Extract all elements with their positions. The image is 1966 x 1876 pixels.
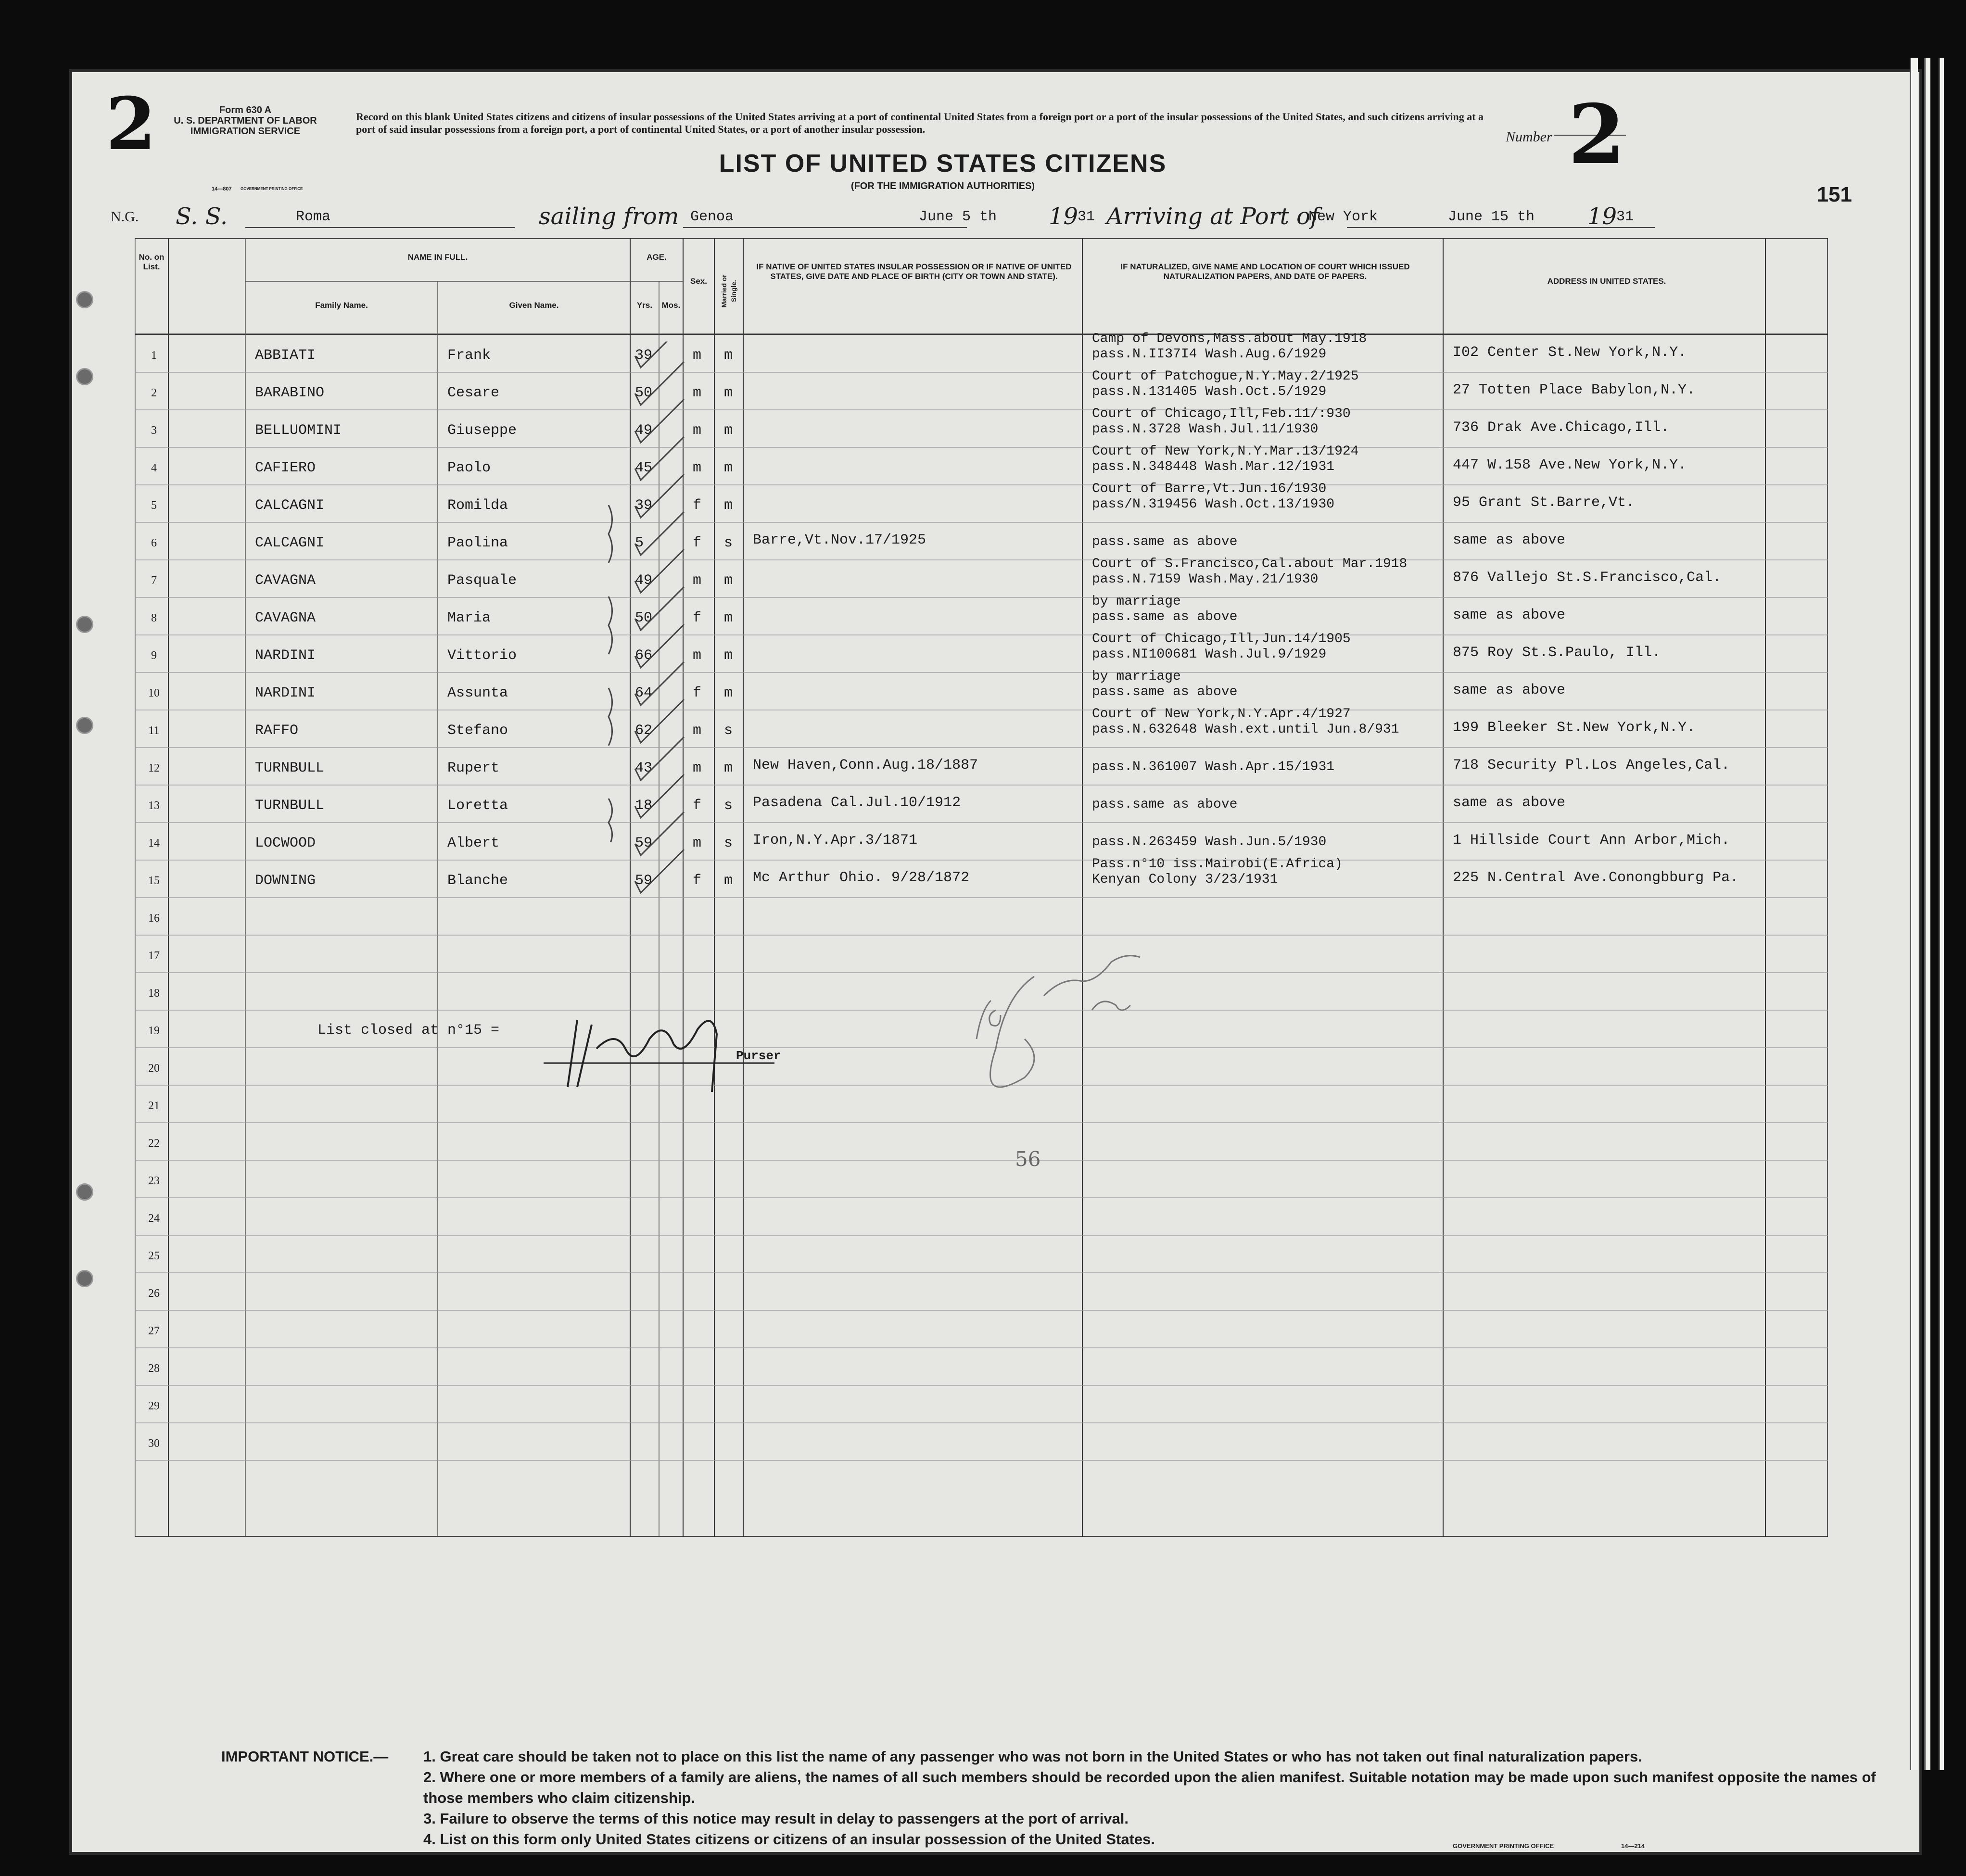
col-header-no: No. on List. [139, 253, 165, 271]
sheet-number: 151 [1816, 183, 1852, 206]
notice-item-2: 2. Where one or more members of a family are aliens, the names of all such members should be recorded upon the alien manifest. Suitable notation may be made upon such manifest opposite the names of those members who claim citizenship. [423, 1769, 1876, 1806]
sex: f [693, 610, 702, 626]
row-number: 1 [151, 349, 157, 362]
row-number: 9 [151, 649, 157, 662]
row-number: 6 [151, 537, 157, 549]
marital-status: s [724, 723, 733, 739]
naturalization-papers: pass.N.361007 Wash.Apr.15/1931 [1092, 760, 1335, 774]
table-row [135, 632, 1828, 672]
birth-place-date: Barre,Vt.Nov.17/1925 [753, 532, 926, 548]
given-name: Giuseppe [447, 422, 517, 439]
naturalization-papers: pass.N.7159 Wash.May.21/1930 [1092, 572, 1319, 587]
sex: m [693, 835, 702, 851]
family-braces [604, 505, 623, 842]
us-address: same as above [1453, 682, 1566, 698]
naturalization-papers: pass.N.348448 Wash.Mar.12/1931 [1092, 459, 1335, 474]
marital-status: s [724, 835, 733, 851]
page-edge [1910, 58, 1918, 1770]
age-years: 50 [635, 385, 653, 401]
age-years: 49 [635, 422, 653, 439]
from-underline [683, 227, 967, 228]
line-number: 20 [148, 1062, 160, 1075]
binder-hole [76, 1183, 93, 1201]
us-address: 736 Drak Ave.Chicago,Ill. [1453, 419, 1670, 436]
us-address: 225 N.Central Ave.Conongbburg Pa. [1453, 870, 1739, 886]
naturalization-court: Court of New York,N.Y.Apr.4/1927 [1092, 707, 1351, 722]
row-number: 10 [148, 687, 160, 699]
naturalization-court: Court of Barre,Vt.Jun.16/1930 [1092, 482, 1327, 496]
table-row [135, 748, 1828, 785]
depart-date: June 5 th [919, 209, 997, 225]
col-header-naturalization: IF NATURALIZED, GIVE NAME AND LOCATION OF COURT WHICH ISSUED NATURALIZATION PAPERS, AND DATE OF PAPERS. [1120, 262, 1410, 281]
binder-hole [76, 616, 93, 633]
age-years: 59 [635, 873, 653, 889]
department-name: U. S. DEPARTMENT OF LABOR [174, 115, 317, 126]
row-number: 8 [151, 612, 157, 624]
marital-status: m [724, 385, 733, 401]
sex: m [693, 760, 702, 776]
sex: m [693, 422, 702, 439]
naturalization-papers: pass.N.131405 Wash.Oct.5/1929 [1092, 384, 1327, 399]
ng-prefix: N.G. [111, 209, 139, 225]
col-header-yrs: Yrs. [636, 301, 653, 310]
sex: f [693, 535, 702, 551]
marital-status: m [724, 422, 733, 439]
sex: f [693, 685, 702, 701]
row-number: 5 [151, 499, 157, 512]
table-row [135, 369, 1828, 410]
given-name: Pasquale [447, 572, 517, 589]
notice-item-1: 1. Great care should be taken not to place on this list the name of any passenger who was not born in the United States or who has not taken out final naturalization papers. [423, 1748, 1642, 1765]
family-name: CAVAGNA [255, 610, 316, 626]
given-name: Vittorio [447, 647, 517, 664]
form-label [173, 105, 317, 137]
print-code: 14—807 [212, 186, 232, 192]
naturalization-papers: pass/N.319456 Wash.Oct.13/1930 [1092, 497, 1335, 512]
marital-status: m [724, 460, 733, 476]
family-name: TURNBULL [255, 760, 325, 776]
sex: m [693, 385, 702, 401]
naturalization-court: Court of S.Francisco,Cal.about Mar.1918 [1092, 557, 1408, 571]
table-row [135, 594, 1828, 635]
family-name: BELLUOMINI [255, 422, 342, 439]
age-years: 43 [635, 760, 653, 776]
manifest-table [135, 238, 1828, 1537]
us-address: 876 Vallejo St.S.Francisco,Cal. [1453, 570, 1722, 586]
table-row [135, 823, 1828, 860]
naturalization-papers: pass.NI100681 Wash.Jul.9/1929 [1092, 647, 1327, 662]
form-number: Form 630 A [219, 105, 272, 115]
given-name: Paolo [447, 460, 491, 476]
us-address: 447 W.158 Ave.New York,N.Y. [1453, 457, 1687, 473]
us-address: same as above [1453, 532, 1566, 548]
row-number: 12 [148, 762, 160, 774]
table-row [135, 707, 1828, 748]
marital-status: m [724, 497, 733, 514]
marital-status: m [724, 873, 733, 889]
marital-status: m [724, 610, 733, 626]
naturalization-papers: pass.N.632648 Wash.ext.until Jun.8/931 [1092, 722, 1399, 737]
given-name: Romilda [447, 497, 508, 514]
notice-heading: IMPORTANT NOTICE.— [221, 1748, 389, 1765]
age-years: 39 [635, 347, 653, 364]
col-header-birth: IF NATIVE OF UNITED STATES INSULAR POSSESSION OR IF NATIVE OF UNITED STATES, GIVE DATE AND PLACE OF BIRTH (CITY OR TOWN AND STATE). [756, 262, 1072, 281]
us-address: 199 Bleeker St.New York,N.Y. [1453, 720, 1696, 736]
ship-underline [245, 227, 515, 228]
age-years: 18 [635, 798, 653, 814]
sex: m [693, 723, 702, 739]
notice-items [423, 1746, 1915, 1850]
naturalization-papers: pass.N.263459 Wash.Jun.5/1930 [1092, 835, 1327, 849]
given-name: Blanche [447, 873, 508, 889]
family-name: RAFFO [255, 723, 299, 739]
arrival-year-prefix: 19 [1587, 203, 1617, 230]
printer-note-top: GOVERNMENT PRINTING OFFICE [241, 187, 303, 191]
table-row [135, 406, 1828, 447]
us-address: 718 Security Pl.Los Angeles,Cal. [1453, 757, 1730, 773]
line-number: 17 [148, 950, 160, 962]
col-header-name-in-full: NAME IN FULL. [407, 253, 468, 262]
voyage-line [72, 202, 1919, 231]
family-name: TURNBULL [255, 798, 325, 814]
naturalization-court: Court of Chicago,Ill,Jun.14/1905 [1092, 632, 1351, 646]
marital-status: m [724, 347, 733, 364]
notice-item-3: 3. Failure to observe the terms of this notice may result in delay to passengers at the port of arrival. [423, 1810, 1129, 1827]
us-address: same as above [1453, 795, 1566, 811]
marital-status: m [724, 647, 733, 664]
family-name: ABBIATI [255, 347, 316, 364]
naturalization-court: Camp of Devons,Mass.about May.1918 [1092, 331, 1367, 346]
stamp-number: 56 [1015, 1147, 1041, 1171]
line-number: 23 [148, 1175, 160, 1187]
table-row [135, 669, 1828, 710]
naturalization-papers: pass.same as above [1092, 797, 1238, 812]
given-name: Paolina [447, 535, 508, 551]
age-years: 5 [635, 535, 644, 551]
us-address: 27 Totten Place Babylon,N.Y. [1453, 382, 1696, 398]
ss-label: S. S. [176, 203, 228, 230]
table-row [135, 785, 1828, 823]
given-name: Loretta [447, 798, 508, 814]
arrival-year: 31 [1616, 209, 1634, 225]
naturalization-papers: Kenyan Colony 3/23/1931 [1092, 872, 1278, 887]
big-number-right: 2 [1568, 87, 1625, 183]
line-number: 28 [148, 1362, 160, 1375]
family-name: BARABINO [255, 385, 325, 401]
row-number: 4 [151, 462, 157, 474]
given-name: Maria [447, 610, 491, 626]
table-row [135, 522, 1828, 560]
row-number: 14 [148, 837, 160, 849]
form-intro-text: Record on this blank United States citizens and citizens of insular possessions of the United States arriving at a port of continental United States from a foreign port or a port of the insular possessions of the United States, and such citizens arriving at a port of said insular possessions from a foreign port, a port of continental United States, or a port of another insular possession. [356, 111, 1484, 135]
service-name: IMMIGRATION SERVICE [190, 126, 301, 137]
naturalization-court: Court of Chicago,Ill,Feb.11/:930 [1092, 406, 1351, 421]
age-years: 66 [635, 647, 653, 664]
row-number: 2 [151, 387, 157, 399]
marital-status: s [724, 535, 733, 551]
age-years: 62 [635, 723, 653, 739]
page-edge [1924, 58, 1930, 1770]
page-edge [1939, 58, 1944, 1770]
line-number: 22 [148, 1137, 160, 1150]
inspector-signature [967, 943, 1169, 1150]
table-row [135, 857, 1828, 898]
table-row [135, 331, 1828, 372]
marital-status: m [724, 760, 733, 776]
family-name: NARDINI [255, 647, 316, 664]
ship-name: Roma [296, 209, 331, 225]
col-header-age: AGE. [647, 253, 667, 262]
given-name: Frank [447, 347, 491, 364]
age-years: 50 [635, 610, 653, 626]
line-number: 16 [148, 912, 160, 925]
line-number: 18 [148, 987, 160, 1000]
row-number: 11 [148, 724, 160, 737]
naturalization-court: Court of Patchogue,N.Y.May.2/1925 [1092, 369, 1359, 384]
age-years: 39 [635, 497, 653, 514]
row-number: 15 [148, 875, 160, 887]
birth-place-date: New Haven,Conn.Aug.18/1887 [753, 757, 978, 773]
line-number: 19 [148, 1025, 160, 1037]
arriving-label: Arriving at Port of [1106, 203, 1319, 230]
given-name: Assunta [447, 685, 508, 701]
us-address: 1 Hillside Court Ann Arbor,Mich. [1453, 832, 1730, 849]
naturalization-papers: pass.N.II37I4 Wash.Aug.6/1929 [1092, 347, 1327, 362]
naturalization-court: Pass.n°10 iss.Mairobi(E.Africa) [1092, 857, 1343, 872]
given-name: Stefano [447, 723, 508, 739]
marital-status: s [724, 798, 733, 814]
family-name: CAVAGNA [255, 572, 316, 589]
col-header-address: ADDRESS IN UNITED STATES. [1547, 277, 1666, 286]
us-address: 875 Roy St.S.Paulo, Ill. [1453, 645, 1661, 661]
sex: m [693, 460, 702, 476]
table-row [135, 444, 1828, 485]
row-number: 3 [151, 424, 157, 437]
age-years: 59 [635, 835, 653, 851]
arrival-port: New York [1308, 209, 1378, 225]
page-title: LIST OF UNITED STATES CITIZENS [719, 150, 1167, 177]
us-address: 95 Grant St.Barre,Vt. [1453, 494, 1635, 511]
big-number-left: 2 [106, 82, 156, 166]
table-row [135, 482, 1828, 522]
footer-code: 14—214 [1621, 1842, 1645, 1850]
sex: m [693, 347, 702, 364]
line-number: 30 [148, 1437, 160, 1450]
naturalization-papers: pass.same as above [1092, 609, 1238, 624]
family-name: DOWNING [255, 873, 316, 889]
notice-item-4: 4. List on this form only United States citizens or citizens of an insular possession of the United States. [423, 1831, 1155, 1848]
birth-place-date: Mc Arthur Ohio. 9/28/1872 [753, 870, 970, 886]
birth-place-date: Pasadena Cal.Jul.10/1912 [753, 795, 961, 811]
birth-place-date: Iron,N.Y.Apr.3/1871 [753, 832, 918, 849]
binder-hole [76, 291, 93, 308]
col-header-family-name: Family Name. [315, 301, 368, 310]
binder-hole [76, 368, 93, 385]
given-name: Albert [447, 835, 500, 851]
family-name: CALCAGNI [255, 535, 325, 551]
family-name: CAFIERO [255, 460, 316, 476]
depart-year: 31 [1078, 209, 1095, 225]
sailing-label: sailing from [539, 203, 679, 230]
naturalization-papers: pass.same as above [1092, 684, 1238, 699]
list-closed-note: List closed at n°15 = [317, 1022, 500, 1039]
marital-status: m [724, 685, 733, 701]
sex: f [693, 798, 702, 814]
row-number: 7 [151, 574, 157, 587]
line-number: 26 [148, 1287, 160, 1300]
table-row [135, 557, 1828, 597]
number-label: Number [1506, 129, 1552, 145]
depart-year-prefix: 19 [1049, 203, 1078, 230]
line-number: 25 [148, 1250, 160, 1262]
family-name: CALCAGNI [255, 497, 325, 514]
age-years: 49 [635, 572, 653, 589]
col-header-married-single: Married or Single. [720, 274, 737, 308]
line-number: 21 [148, 1100, 160, 1112]
sex: f [693, 873, 702, 889]
arrival-date: June 15 th [1448, 209, 1535, 225]
family-name: NARDINI [255, 685, 316, 701]
given-name: Cesare [447, 385, 500, 401]
age-years: 64 [635, 685, 653, 701]
sex: m [693, 572, 702, 589]
us-address: I02 Center St.New York,N.Y. [1453, 344, 1687, 361]
purser-label: Purser [736, 1049, 781, 1063]
binder-hole [76, 1270, 93, 1287]
given-name: Rupert [447, 760, 500, 776]
from-port: Genoa [690, 209, 734, 225]
row-number: 13 [148, 799, 160, 812]
naturalization-papers: pass.same as above [1092, 534, 1238, 549]
col-header-given-name: Given Name. [509, 301, 559, 310]
line-number: 24 [148, 1212, 160, 1225]
family-name: LOCWOOD [255, 835, 316, 851]
col-header-sex: Sex. [690, 277, 707, 286]
naturalization-court: Court of New York,N.Y.Mar.13/1924 [1092, 444, 1359, 459]
line-number: 27 [148, 1325, 160, 1337]
binder-hole [76, 717, 93, 734]
naturalization-papers: pass.N.3728 Wash.Jul.11/1930 [1092, 422, 1319, 437]
sex: f [693, 497, 702, 514]
line-number: 29 [148, 1400, 160, 1412]
naturalization-court: by marriage [1092, 594, 1181, 609]
col-header-mos: Mos. [661, 301, 681, 310]
manifest-page [72, 72, 1919, 1852]
age-years: 45 [635, 460, 653, 476]
check-marks [625, 342, 750, 943]
naturalization-court: by marriage [1092, 669, 1181, 684]
marital-status: m [724, 572, 733, 589]
page-subtitle: (FOR THE IMMIGRATION AUTHORITIES) [850, 181, 1035, 191]
us-address: same as above [1453, 607, 1566, 623]
sex: m [693, 647, 702, 664]
footer-printer: GOVERNMENT PRINTING OFFICE [1453, 1842, 1554, 1850]
